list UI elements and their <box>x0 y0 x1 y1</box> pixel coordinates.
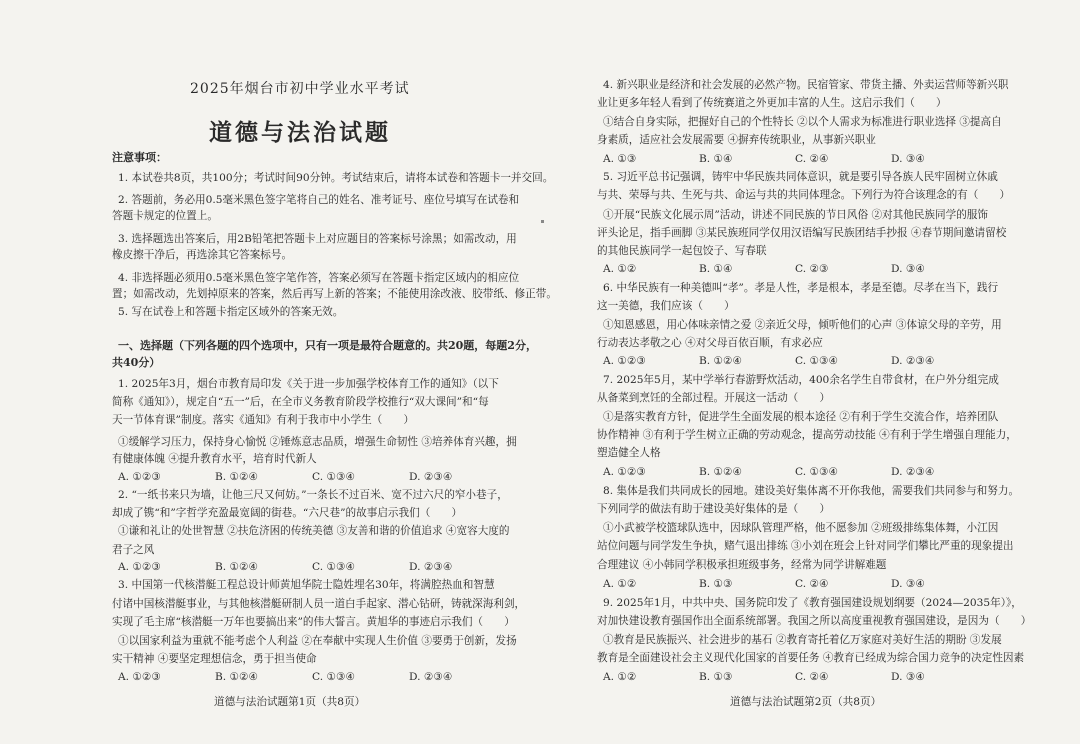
option-a[interactable]: A. ①② <box>603 263 637 275</box>
answer-options <box>118 470 452 484</box>
statement-line: ①开展“民族文化展示周”活动，讲述不同民族的节日风俗 ②对其他民族同学的服饰 <box>603 209 988 221</box>
notice-title: 注意事项： <box>112 151 167 164</box>
statement-line: 行动表达孝敬之心 ④对父母百依百顺，有求必应 <box>597 337 823 349</box>
exam-title: 道德与法治试题 <box>209 119 391 146</box>
question-line: 从备菜到烹饪的全部过程。开展这一活动（ ） <box>597 392 831 404</box>
section-title: 一、选择题（下列各题的四个选项中，只有一项是最符合题意的。共20题，每题2分， <box>118 339 537 352</box>
option-d[interactable]: D. ②③④ <box>409 561 453 573</box>
statement-line: 的其他民族同学一起包饺子、写春联 <box>597 245 767 257</box>
statement-line: ①教育是民族振兴、社会进步的基石 ②教育寄托着亿万家庭对美好生活的期盼 ③发展 <box>603 634 1002 646</box>
question-line: 天一节体育课”制度。落实《通知》有利于我市中小学生（ ） <box>112 414 415 426</box>
question-line: 付诸中国核潜艇事业，与其他核潜艇研制人员一道白手起家、潜心钻研，铸就深海利剑， <box>112 598 526 610</box>
option-d[interactable]: D. ②③④ <box>891 466 935 478</box>
statement-line: ①缓解学习压力，保持身心愉悦 ②锤炼意志品质，增强生命韧性 ③培养体育兴趣，拥 <box>118 436 517 448</box>
statement-line: 评头论足，指手画脚 ③某民族班同学仅用汉语编写民族团结手抄报 ④春节期间邀请留校 <box>597 227 1007 239</box>
question-line: 6. 中华民族有一种美德叫“孝”。孝是人性，孝是根本，孝是至德。尽孝在当下，践行 <box>603 282 999 294</box>
option-d[interactable]: D. ②③④ <box>409 671 453 683</box>
section-title: 共40分） <box>112 356 161 369</box>
option-d[interactable]: D. ③④ <box>891 153 925 165</box>
option-a[interactable]: A. ①②③ <box>118 671 161 683</box>
option-a[interactable]: A. ①②③ <box>603 355 646 367</box>
statement-line: 站位问题与同学发生争执，赌气退出排练 ③小刘在班会上针对同学们攀比严重的现象提出 <box>597 540 1014 552</box>
option-a[interactable]: A. ①②③ <box>118 561 161 573</box>
option-b[interactable]: B. ①④ <box>699 263 733 275</box>
option-d[interactable]: D. ②③④ <box>409 471 453 483</box>
option-c[interactable]: C. ②④ <box>795 671 829 683</box>
option-c[interactable]: C. ②④ <box>795 153 829 165</box>
question-line: 对加快建设教育强国作出全面系统部署。我国之所以高度重视教育强国建设，是因为（ ） <box>597 615 1032 627</box>
question-line: 4. 新兴职业是经济和社会发展的必然产物。民宿管家、带货主播、外卖运营师等新兴职 <box>603 79 1009 91</box>
question-line: 1. 2025年3月，烟台市教育局印发《关于进一步加强学校体育工作的通知》（以下 <box>118 378 499 390</box>
option-c[interactable]: C. ①③④ <box>312 561 355 573</box>
binding-mark <box>541 220 544 223</box>
option-c[interactable]: C. ②③ <box>795 263 829 275</box>
answer-options <box>603 465 934 479</box>
statement-line: ①结合自身实际，把握好自己的个性特长 ②以个人需求为标准进行职业选择 ③提高自 <box>603 116 1002 128</box>
option-a[interactable]: A. ①② <box>603 671 637 683</box>
statement-line: ①是落实教育方针，促进学生全面发展的根本途径 ②有利于学生交流合作，培养团队 <box>603 411 999 423</box>
answer-options <box>603 354 934 368</box>
statement-line: 协作精神 ③有利于学生树立正确的劳动观念，提高劳动技能 ④有利于学生增强自理能力， <box>597 429 1017 441</box>
option-a[interactable]: A. ①③ <box>603 153 637 165</box>
option-c[interactable]: C. ①③④ <box>312 471 355 483</box>
option-d[interactable]: D. ②③④ <box>891 355 935 367</box>
option-d[interactable]: D. ③④ <box>891 263 925 275</box>
option-c[interactable]: C. ①③④ <box>795 355 838 367</box>
answer-options <box>118 670 452 684</box>
option-b[interactable]: B. ①③ <box>699 578 733 590</box>
option-d[interactable]: D. ③④ <box>891 578 925 590</box>
question-line: 3. 中国第一代核潜艇工程总设计师黄旭华院士隐姓埋名30年，将满腔热血和智慧 <box>118 579 495 591</box>
notice-line: 5. 写在试卷上和答题卡指定区域外的答案无效。 <box>118 306 344 318</box>
option-b[interactable]: B. ①②④ <box>215 471 259 483</box>
statement-line: 合理建议 ④小韩同学积极承担班级事务，经常为同学讲解难题 <box>597 559 887 571</box>
statement-line: ①知恩感恩，用心体味亲情之爱 ②亲近父母，倾听他们的心声 ③体谅父母的辛劳，用 <box>603 319 1002 331</box>
question-line: 简称《通知》），规定自“五一”后，在全市义务教育阶段学校推行“双大课间”和“每 <box>112 396 489 408</box>
page-footer-right: 道德与法治试题第2页（共8页） <box>730 696 882 708</box>
statement-line: ①以国家利益为重就不能考虑个人利益 ②在奉献中实现人生价值 ③要勇于创新，发扬 <box>118 635 517 647</box>
option-b[interactable]: B. ①②④ <box>699 466 743 478</box>
option-b[interactable]: B. ①②④ <box>215 561 259 573</box>
question-line: 8. 集体是我们共同成长的园地。建设美好集体离不开你我他，需要我们共同参与和努力。 <box>603 485 1020 497</box>
question-line: 这一美德，我们应该（ ） <box>597 300 735 312</box>
notice-line: 置；如需改动，先划掉原来的答案，然后再写上新的答案；不能使用涂改液、胶带纸、修正带。 <box>112 288 557 300</box>
question-line: 下列同学的做法有助于建设美好集体的是（ ） <box>597 503 831 515</box>
option-b[interactable]: B. ①②④ <box>699 355 743 367</box>
page-footer-left: 道德与法治试题第1页（共8页） <box>214 696 366 708</box>
statement-line: ①谦和礼让的处世智慧 ②扶危济困的传统美德 ③友善和谐的价值追求 ④宽容大度的 <box>118 525 510 537</box>
option-c[interactable]: C. ①③④ <box>312 671 355 683</box>
question-line: 7. 2025年5月，某中学举行春游野炊活动，400余名学生自带食材，在户外分组完成 <box>603 374 999 386</box>
statement-line: 教育是全面建设社会主义现代化国家的首要任务 ④教育已经成为综合国力竞争的决定性因素 <box>597 652 1025 664</box>
statement-line: 君子之风 <box>112 544 155 556</box>
option-b[interactable]: B. ①④ <box>699 153 733 165</box>
notice-line: 2. 答题前，务必用0.5毫米黑色签字笔将自己的姓名、准考证号、座位号填写在试卷和 <box>118 194 520 206</box>
answer-options <box>603 262 925 276</box>
option-b[interactable]: B. ①③ <box>699 671 733 683</box>
option-b[interactable]: B. ①②④ <box>215 671 259 683</box>
question-line: 业让更多年轻人看到了传统赛道之外更加丰富的人生。这启示我们（ ） <box>597 97 947 109</box>
question-line: 9. 2025年1月，中共中央、国务院印发了《教育强国建设规划纲要（2024—2035年）》， <box>603 597 1022 609</box>
statement-line: 有健康体魄 ④提升教育水平，培育时代新人 <box>112 453 317 465</box>
answer-options <box>603 670 925 684</box>
answer-options <box>118 560 452 574</box>
question-line: 5. 习近平总书记强调，铸牢中华民族共同体意识，就是要引导各族人民牢固树立休戚 <box>603 171 998 183</box>
option-c[interactable]: C. ②④ <box>795 578 829 590</box>
question-line: 与共、荣辱与共、生死与共、命运与共的共同体理念。下列行为符合该理念的有（ ） <box>597 189 1011 201</box>
statement-line: 实干精神 ④要坚定理想信念，勇于担当使命 <box>112 653 317 665</box>
notice-line: 3. 选择题选出答案后，用2B铅笔把答题卡上对应题目的答案标号涂黑；如需改动，用 <box>118 233 517 245</box>
answer-options <box>603 152 925 166</box>
option-a[interactable]: A. ①②③ <box>603 466 646 478</box>
question-line: 2. “一纸书来只为墙，让他三尺又何妨。”一条长不过百米、宽不过六尺的窄小巷子， <box>118 489 508 501</box>
option-a[interactable]: A. ①②③ <box>118 471 161 483</box>
option-a[interactable]: A. ①② <box>603 578 637 590</box>
question-line: 却成了镌“和”字哲学充盈最宽阔的街巷。“六尺巷”的故事启示我们（ ） <box>112 507 463 519</box>
option-d[interactable]: D. ③④ <box>891 671 925 683</box>
notice-line: 橡皮擦干净后，再选涂其它答案标号。 <box>112 249 293 261</box>
statement-line: 身素质，适应社会发展需要 ④摒弃传统职业，从事新兴职业 <box>597 134 876 146</box>
statement-line: 塑造健全人格 <box>597 447 661 459</box>
notice-line: 答题卡规定的位置上。 <box>112 210 218 222</box>
notice-line: 4. 非选择题必须用0.5毫米黑色签字笔作答，答案必须写在答题卡指定区域内的相应位 <box>118 272 520 284</box>
statement-line: ①小武被学校篮球队选中，因球队管理严格，他不愿参加 ②班级排练集体舞，小江因 <box>603 522 999 534</box>
answer-options <box>603 577 925 591</box>
question-line: 实现了毛主席“核潜艇一万年也要搞出来”的伟大誓言。黄旭华的事迹启示我们（ ） <box>112 616 515 628</box>
option-c[interactable]: C. ①③④ <box>795 466 838 478</box>
notice-line: 1. 本试卷共8页，共100分；考试时间90分钟。考试结束后，请将本试卷和答题卡一并交回。 <box>118 172 554 184</box>
exam-header: 2025年烟台市初中学业水平考试 <box>190 81 410 97</box>
